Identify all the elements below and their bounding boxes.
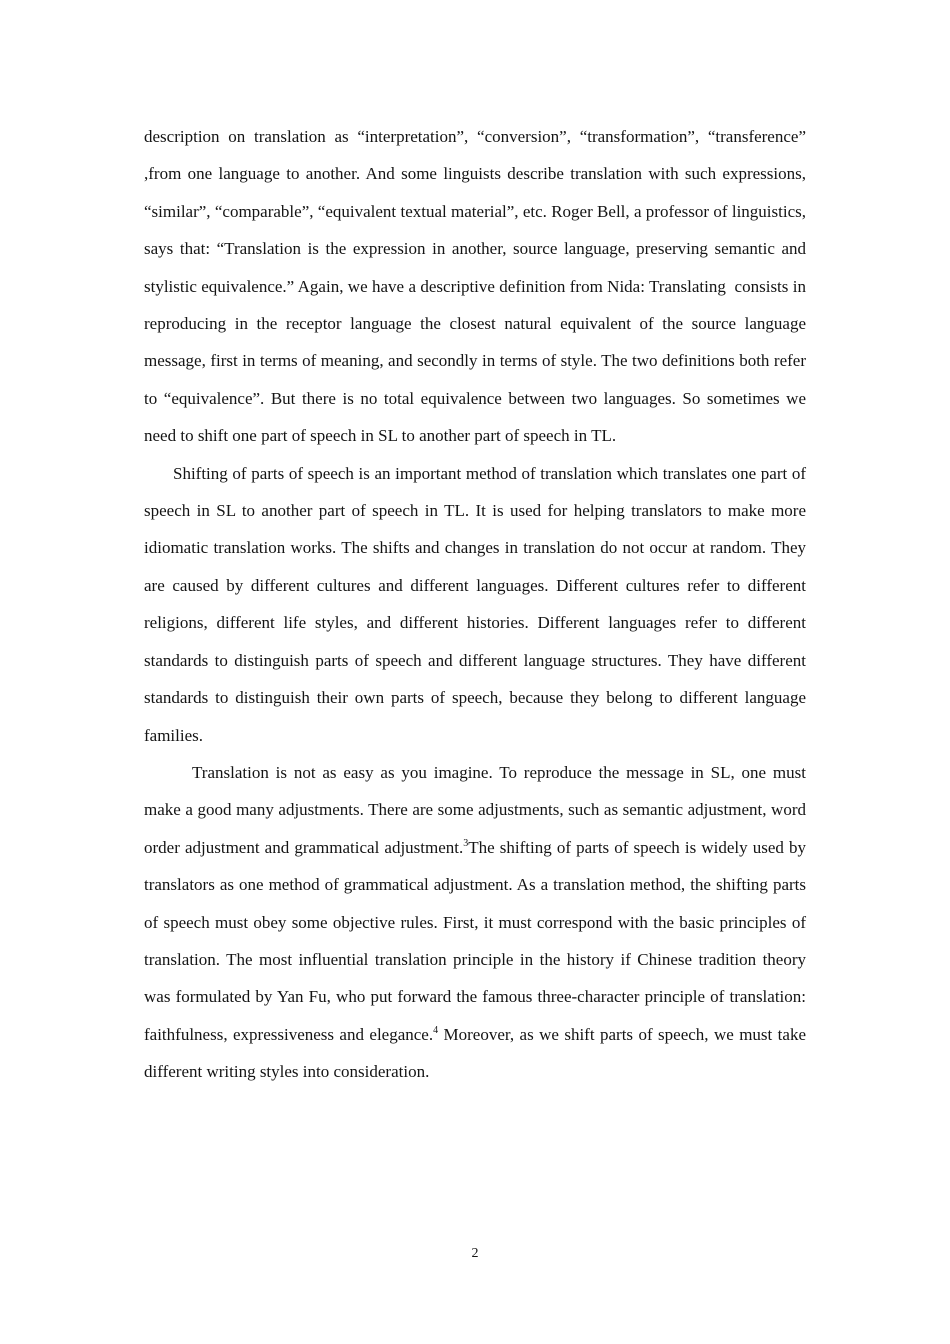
page-number: 2 <box>471 1246 479 1261</box>
footnote-ref-3: 3 <box>463 837 469 849</box>
paragraph-adjustments-text-1: Translation is not as easy as you imagine. To reproduce the message in SL, one must make a good many adjustments. There are some adjustments, such as semantic adjustment, word order adjustment and grammatical adjustment. <box>144 762 806 857</box>
paragraph-shifting-parts-of-speech: Shifting of parts of speech is an important method of translation which translates one part of speech in SL to another part of speech in TL. It is used for helping translators to make more idiomatic translation works. The shifts and changes in translation do not occur at random. They are caused by different cultures and different languages. Different cultures refer to different religions, different life styles, and different histories. Different languages refer to different standards to distinguish parts of speech and different language structures. They have different standards to distinguish their own parts of speech, because they belong to different language families. <box>144 463 806 745</box>
paragraph-adjustments <box>144 754 806 1091</box>
paragraph-translation-definitions: description on translation as “interpretation”, “conversion”, “transformation”, “transference” ,from one language to another. And some linguists describe translation with such expressions, “similar”, “comparable”, “equivalent textual material”, etc. Roger Bell, a professor of linguistics, says that: “Translation is the expression in another, source language, preserving semantic and stylistic equivalence.” Again, we have a descriptive definition from Nida: Translating consists in reproducing in the receptor language the closest natural equivalent of the source language message, first in terms of meaning, and secondly in terms of style. The two definitions both refer to “equivalence”. But there is no total equivalence between two languages. So sometimes we need to shift one part of speech in SL to another part of speech in TL. <box>144 127 806 446</box>
paragraph-adjustments-text-3: Moreover, as we shift parts of speech, we must take different writing styles into consideration. <box>144 1024 806 1082</box>
footnote-ref-4: 4 <box>433 1024 439 1036</box>
body-text <box>144 118 806 1091</box>
paragraph-adjustments-text-2: The shifting of parts of speech is widely used by translators as one method of grammatical adjustment. As a translation method, the shifting parts of speech must obey some objective rules. First, it must correspond with the basic principles of translation. The most influential translation principle in the history if Chinese tradition theory was formulated by Yan Fu, who put forward the famous three-character principle of translation: faithfulness, expressiveness and elegance. <box>144 837 807 1044</box>
